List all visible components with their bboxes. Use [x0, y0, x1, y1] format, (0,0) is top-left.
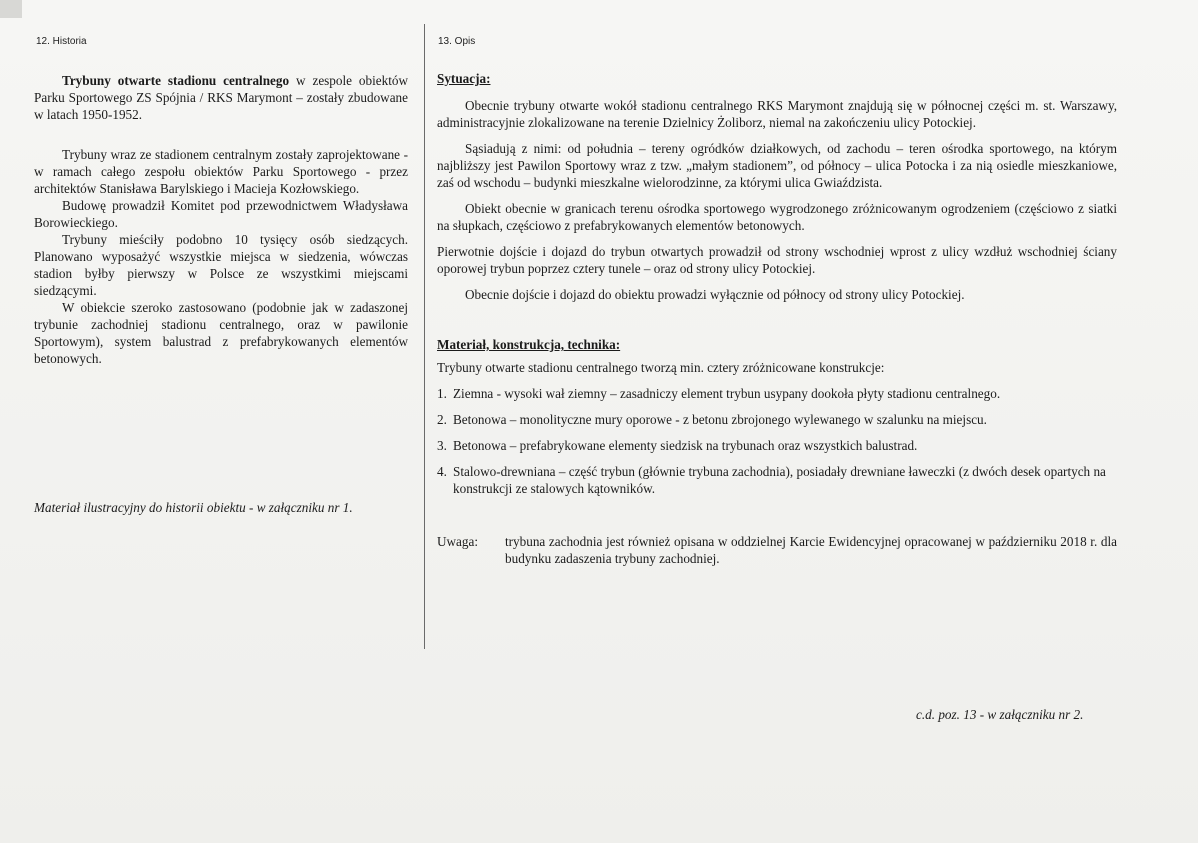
- opis-footer-note: c.d. poz. 13 - w załączniku nr 2.: [916, 707, 1084, 722]
- material-list-item: [437, 437, 1117, 454]
- historia-bold-title: Trybuny otwarte stadionu centralnego: [62, 73, 290, 88]
- section-header-opis: 13. Opis: [438, 36, 476, 47]
- scan-corner-mark: [0, 0, 22, 18]
- list-text: Ziemna - wysoki wał ziemny – zasadniczy element trybun usypany dookoła płyty stadionu centralnego.: [453, 386, 1001, 401]
- column-divider: [424, 24, 425, 649]
- list-text: Stalowo-drewniana – część trybun (głównie trybuna zachodnia), posiadały drewniane ławeczki (z dwóch desek opartych na konstrukcji ze stalowych kątowników.: [453, 464, 1106, 496]
- sytuacja-paragraph-4: Pierwotnie dojście i dojazd do trybun otwartych prowadził od strony wschodniej wprost z ulicy wzdłuż wschodniej ściany oporowej trybun poprzez cztery tunele – oraz od strony ulicy Potockiej.: [437, 244, 1117, 276]
- material-list-item: [437, 411, 1117, 428]
- material-intro: Trybuny otwarte stadionu centralnego tworzą min. cztery zróżnicowane konstrukcje:: [437, 360, 885, 375]
- historia-paragraph-5: W obiekcie szeroko zastosowano (podobnie jak w zadaszonej trybunie zachodniej stadionu centralnego, oraz w pawilonie Sportowym), system balustrad z prefabrykowanych elementów betonowych.: [34, 300, 408, 366]
- uwaga-note: [437, 533, 1117, 567]
- list-text: Betonowa – monolityczne mury oporowe - z betonu zbrojonego wylewanego w szalunku na miejscu.: [453, 412, 987, 427]
- sytuacja-paragraph-5: Obecnie dojście i dojazd do obiektu prowadzi wyłącznie od północy od strony ulicy Potockiej.: [465, 287, 965, 302]
- list-number: 4.: [437, 464, 447, 479]
- sytuacja-heading: Sytuacja:: [437, 71, 491, 86]
- uwaga-label: Uwaga:: [437, 534, 479, 549]
- opis-column: [437, 70, 1117, 567]
- uwaga-text: trybuna zachodnia jest również opisana w oddzielnej Karcie Ewidencyjnej opracowanej w październiku 2018 r. dla budynku zadaszenia trybuny zachodniej.: [505, 534, 1117, 566]
- sytuacja-paragraph-2: Sąsiadują z nimi: od południa – tereny ogródków działkowych, od zachodu – teren ośrodka sportowego, na którym najbliższy jest Pawilon Sportowy wraz z tzw. „małym stadionem”, od północy – ulica Potocka i za nią osiedle mieszkaniowe, zaś od wschodu – budynki mieszkalne wielorodzinne, za którymi ulica Gwiaździsta.: [437, 141, 1117, 190]
- historia-paragraph-1: [34, 72, 408, 123]
- section-header-historia: 12. Historia: [36, 36, 87, 47]
- historia-paragraph-3: Budowę prowadził Komitet pod przewodnictwem Władysława Borowieckiego.: [34, 198, 408, 230]
- historia-paragraph-1-text: w zespole obiektów Parku Sportowego ZS Spójnia / RKS Marymont – zostały zbudowane w latach 1950-1952.: [34, 73, 408, 122]
- historia-paragraph-2: Trybuny wraz ze stadionem centralnym zostały zaprojektowane - w ramach całego zespołu obiektów Parku Sportowego - przez architektów Stanisława Barylskiego i Macieja Kozłowskiego.: [34, 147, 408, 196]
- material-list-item: [437, 385, 1117, 402]
- historia-paragraph-4: Trybuny mieściły podobno 10 tysięcy osób siedzących. Planowano wyposażyć wszystkie miejsca w siedzenia, wówczas stadion byłby pierwszy w Polsce ze wszystkimi miejscami siedzącymi.: [34, 232, 408, 298]
- sytuacja-paragraph-3: Obiekt obecnie w granicach terenu ośrodka sportowego wygrodzonego zróżnicowanym ogrodzeniem (częściowo z siatki na słupkach, częściowo z prefabrykowanych elementów betonowych.: [437, 201, 1117, 233]
- material-list-item: [437, 463, 1117, 497]
- historia-column: [34, 72, 408, 367]
- list-number: 1.: [437, 386, 447, 401]
- historia-footer-note: Materiał ilustracyjny do historii obiektu - w załączniku nr 1.: [34, 500, 353, 515]
- list-number: 2.: [437, 412, 447, 427]
- list-text: Betonowa – prefabrykowane elementy siedzisk na trybunach oraz wszystkich balustrad.: [453, 438, 918, 453]
- material-heading: Materiał, konstrukcja, technika:: [437, 337, 621, 352]
- sytuacja-paragraph-1: Obecnie trybuny otwarte wokół stadionu centralnego RKS Marymont znajdują się w północnej części m. st. Warszawy, administracyjnie zlokalizowane na terenie Dzielnicy Żoliborz, niemal na zakończeniu ulicy Potockiej.: [437, 98, 1117, 130]
- list-number: 3.: [437, 438, 447, 453]
